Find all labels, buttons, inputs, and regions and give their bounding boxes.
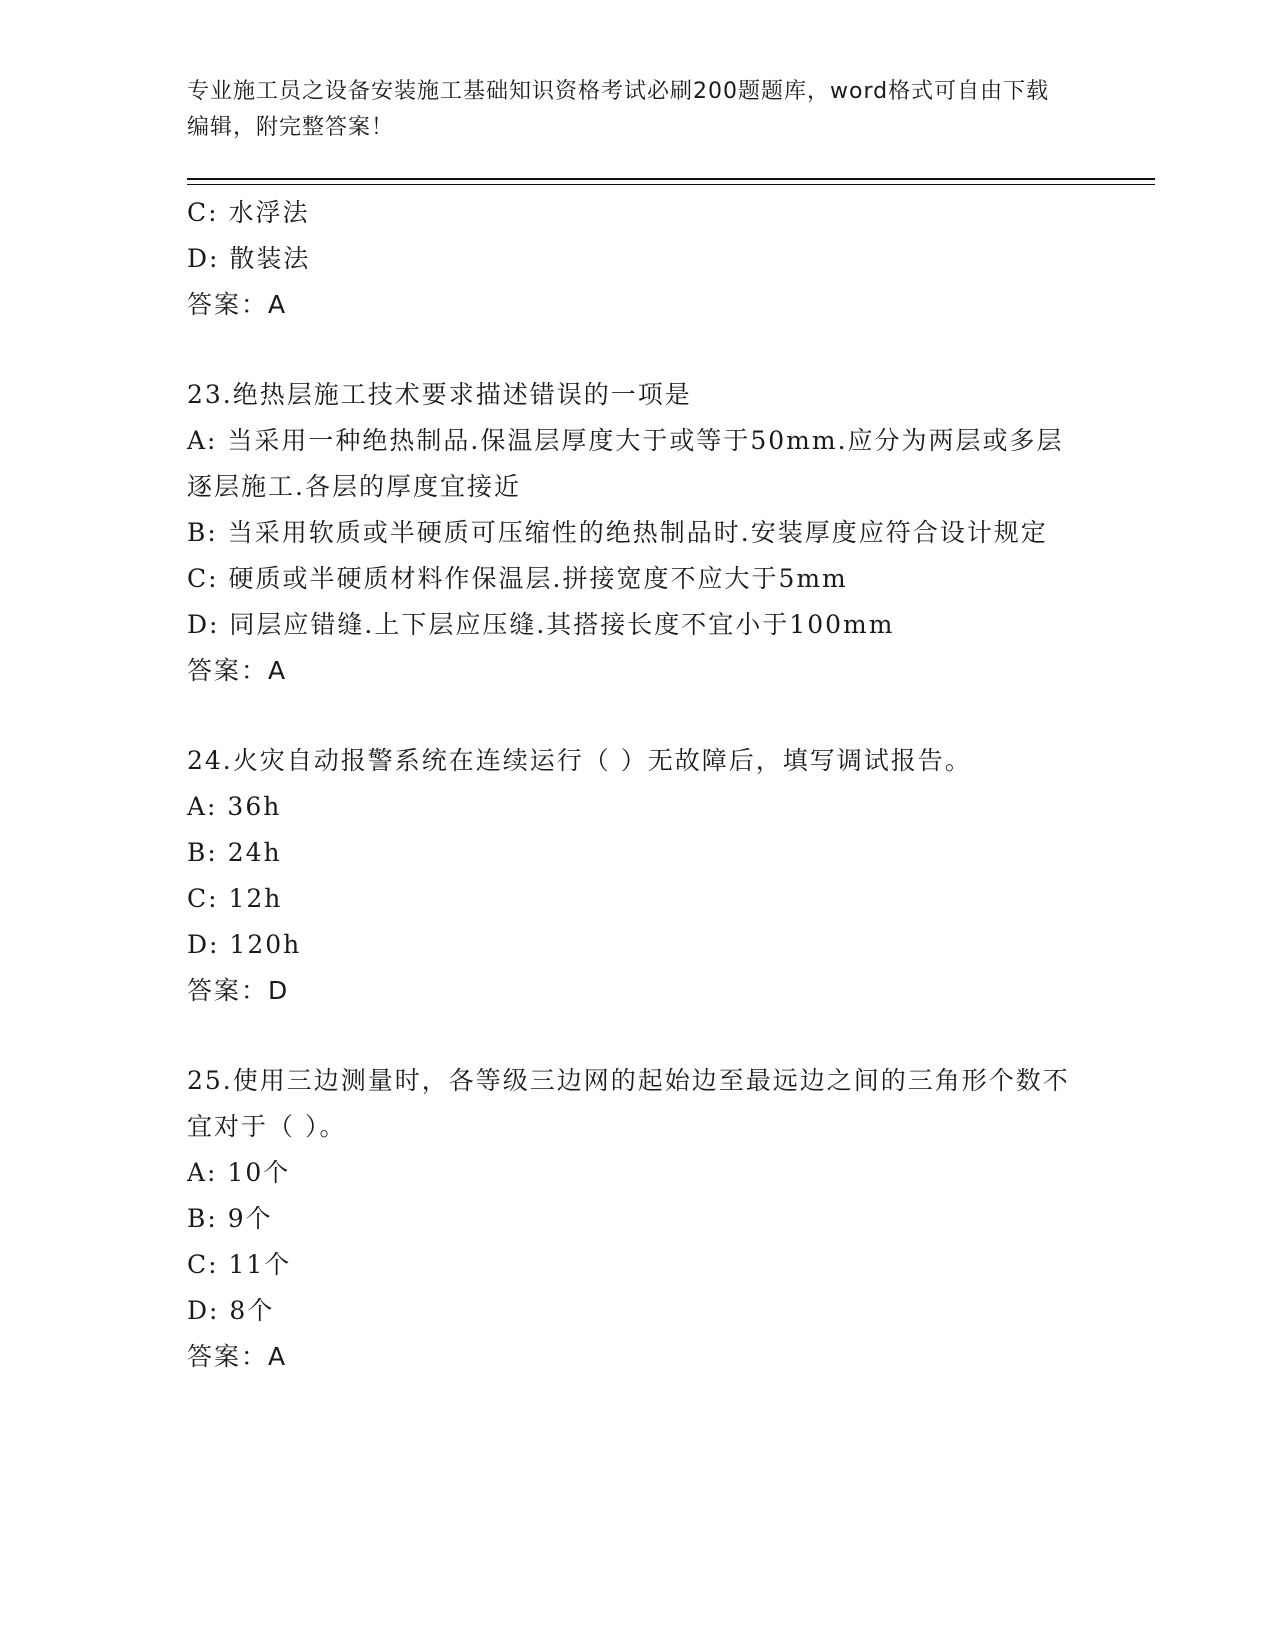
document-header: 专业施工员之设备安装施工基础知识资格考试必刷200题题库，word格式可自由下载编辑，附完整答案！ [187,79,1050,140]
option-c: C: 11个 [187,1250,292,1279]
option-c: C: 水浮法 [187,198,310,227]
option-a: A: 10个 [187,1158,291,1187]
answer-line: 答案：A [187,656,288,685]
option-c: C: 硬质或半硬质材料作保温层.拼接宽度不应大于5mm [187,564,848,593]
answer-line: 答案：D [187,976,290,1005]
option-a: A: 36h [187,792,282,821]
document-body [187,190,1087,1380]
answer-line: 答案：A [187,1342,288,1371]
question-stem: 25.使用三边测量时，各等级三边网的起始边至最远边之间的三角形个数不宜对于（ ）。 [187,1066,1070,1141]
option-d: D: 散装法 [187,244,311,273]
option-d: D: 同层应错缝.上下层应压缝.其搭接长度不宜小于100mm [187,610,895,639]
option-a: A: 当采用一种绝热制品.保温层厚度大于或等于50mm.应分为两层或多层逐层施工.各层的厚度宜接近 [187,426,1064,501]
option-d: D: 120h [187,930,302,959]
header-rule-thin [187,184,1155,185]
option-b: B: 24h [187,838,282,867]
option-c: C: 12h [187,884,283,913]
question-stem: 23.绝热层施工技术要求描述错误的一项是 [187,380,692,409]
question-stem: 24.火灾自动报警系统在连续运行（ ）无故障后，填写调试报告。 [187,746,972,775]
answer-line: 答案：A [187,290,288,319]
option-b: B: 当采用软质或半硬质可压缩性的绝热制品时.安装厚度应符合设计规定 [187,518,1048,547]
header-rule-thick [187,178,1155,180]
option-b: B: 9个 [187,1204,273,1233]
option-d: D: 8个 [187,1296,275,1325]
